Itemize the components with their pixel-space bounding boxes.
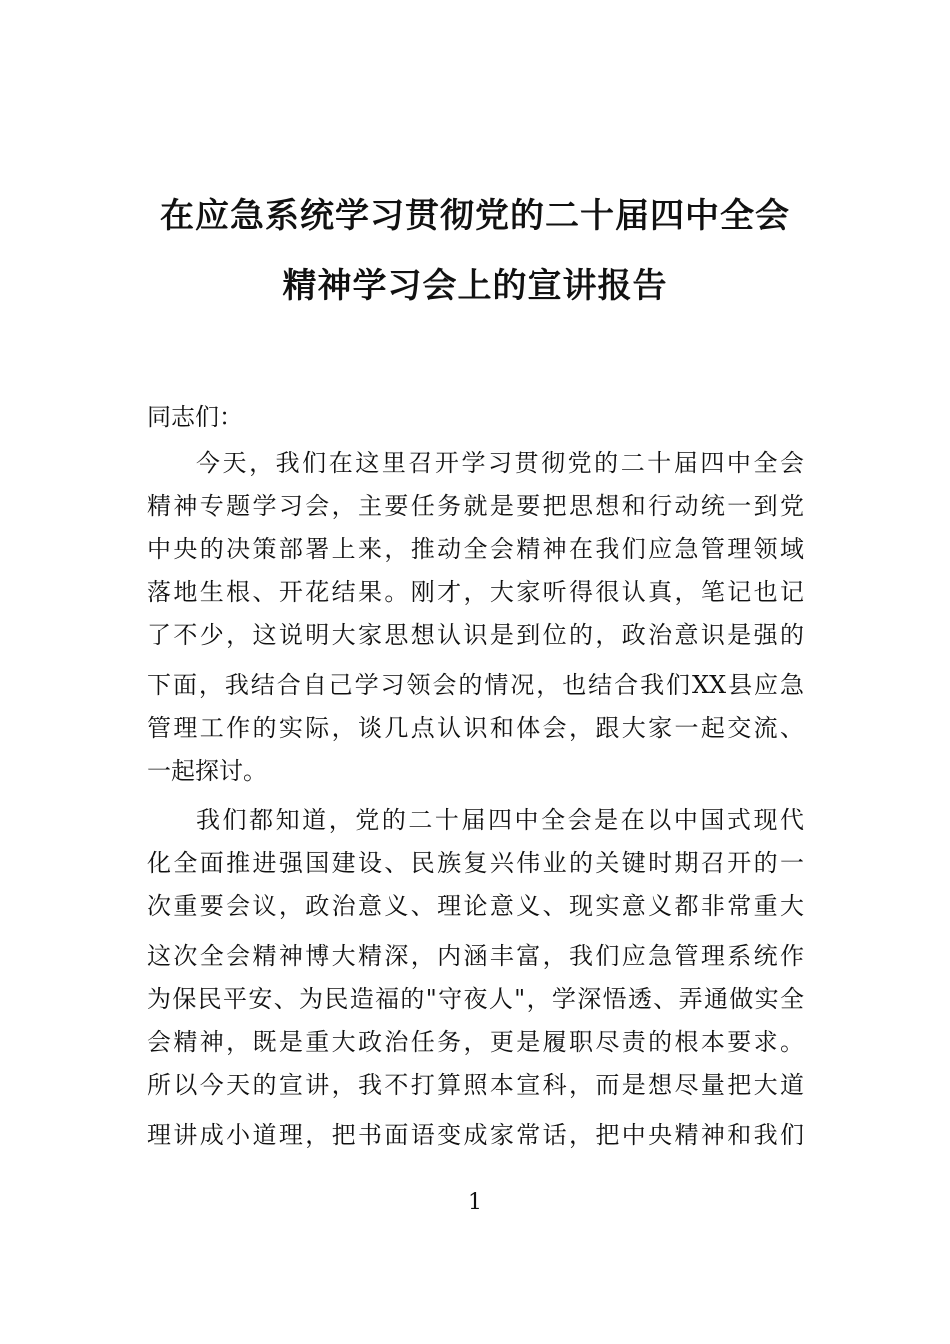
page-number: 1: [468, 1190, 482, 1215]
paragraph-line: 中央的决策部署上来，推动全会精神在我们应急管理领域: [147, 535, 804, 563]
paragraph-line: 理讲成小道理，把书面语变成家常话，把中央精神和我们: [147, 1121, 804, 1149]
document-title-line-1: 在应急系统学习贯彻党的二十届四中全会: [160, 196, 790, 236]
paragraph-line: 落地生根、开花结果。刚才，大家听得很认真，笔记也记: [147, 578, 804, 606]
paragraph-line: 我们都知道，党的二十届四中全会是在以中国式现代: [196, 806, 804, 834]
paragraph-line: 为保民平安、为民造福的"守夜人"，学深悟透、弄通做实全: [147, 985, 804, 1013]
paragraph-line: 一起探讨。: [147, 757, 267, 785]
paragraph-line: 下面，我结合自己学习领会的情况，也结合我们XX县应急: [147, 671, 804, 699]
paragraph-line: 所以今天的宣讲，我不打算照本宣科，而是想尽量把大道: [147, 1071, 804, 1099]
paragraph-line: 化全面推进强国建设、民族复兴伟业的关键时期召开的一: [147, 849, 804, 877]
paragraph-line: 会精神，既是重大政治任务，更是履职尽责的根本要求。: [147, 1028, 804, 1056]
paragraph-line: 次重要会议，政治意义、理论意义、现实意义都非常重大: [147, 892, 804, 920]
salutation: 同志们：: [147, 403, 243, 431]
paragraph-line: 这次全会精神博大精深，内涵丰富，我们应急管理系统作: [147, 942, 804, 970]
paragraph-line: 精神专题学习会，主要任务就是要把思想和行动统一到党: [147, 492, 804, 520]
document-title-line-2: 精神学习会上的宣讲报告: [282, 266, 668, 306]
paragraph-line: 今天，我们在这里召开学习贯彻党的二十届四中全会: [196, 449, 804, 477]
paragraph-line: 管理工作的实际，谈几点认识和体会，跟大家一起交流、: [147, 714, 804, 742]
paragraph-line: 了不少，这说明大家思想认识是到位的，政治意识是强的: [147, 621, 804, 649]
